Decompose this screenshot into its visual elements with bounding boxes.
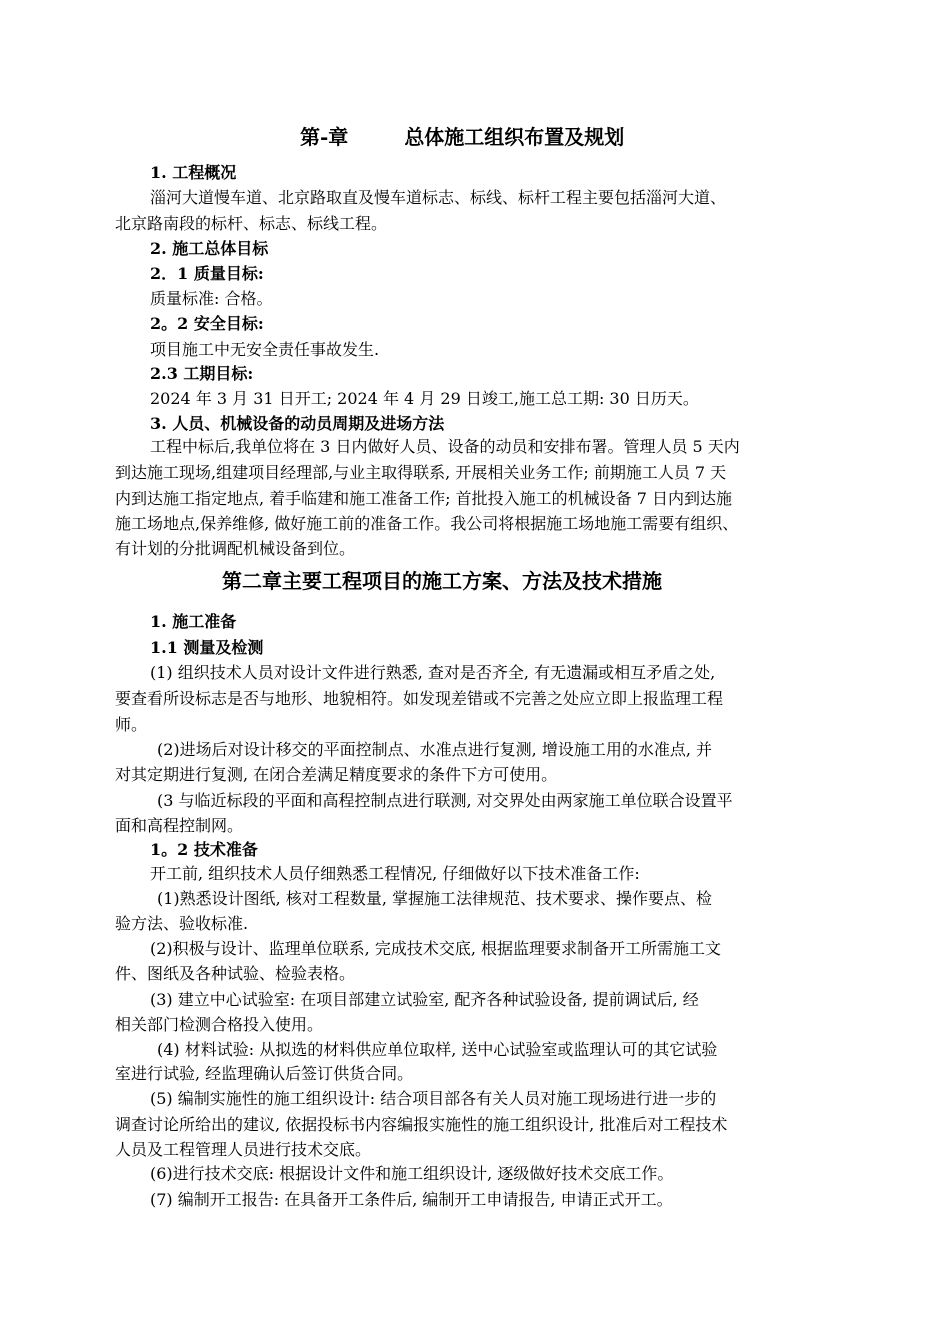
paragraph-line: 件、图纸及各种试验、检验表格。 xyxy=(115,964,356,983)
paragraph-line: (4) 材料试验: 从拟选的材料供应单位取样, 送中心试验室或监理认可的其它试验 xyxy=(157,1040,718,1059)
paragraph-line: (1) 组织技术人员对设计文件进行熟悉, 查对是否齐全, 有无遗漏或相互矛盾之处, xyxy=(150,663,716,682)
paragraph-line: 有计划的分批调配机械设备到位。 xyxy=(115,539,356,558)
paragraph-line: 工程中标后,我单位将在 3 日内做好人员、设备的动员和安排布署。管理人员 5 天内 xyxy=(150,437,740,456)
paragraph-line: 淄河大道慢车道、北京路取直及慢车道标志、标线、标杆工程主要包括淄河大道、 xyxy=(150,188,727,207)
paragraph-line: 北京路南段的标杆、标志、标线工程。 xyxy=(115,214,388,233)
paragraph-line: 相关部门检测合格投入使用。 xyxy=(115,1015,324,1034)
paragraph-line: 验方法、验收标准. xyxy=(115,914,249,933)
paragraph-line: 项目施工中无安全责任事故发生. xyxy=(150,340,380,359)
section-heading: 3. 人员、机械设备的动员周期及进场方法 xyxy=(150,414,445,433)
paragraph-line: 质量标准: 合格。 xyxy=(150,289,273,308)
chapter-1-number: 第-章 xyxy=(300,125,349,149)
paragraph-line: 施工场地点,保养维修, 做好施工前的准备工作。我公司将根据施工场地施工需要有组织、 xyxy=(115,514,739,533)
paragraph-line: 2024 年 3 月 31 日开工; 2024 年 4 月 29 日竣工,施工总工期: 30 日历天。 xyxy=(150,389,699,408)
chapter-1-title xyxy=(300,122,624,152)
paragraph-line: (1)熟悉设计图纸, 核对工程数量, 掌握施工法律规范、技术要求、操作要点、检 xyxy=(157,889,713,908)
paragraph-line: 开工前, 组织技术人员仔细熟悉工程情况, 仔细做好以下技术准备工作: xyxy=(150,864,640,883)
paragraph-line: 到达施工现场,组建项目经理部,与业主取得联系, 开展相关业务工作; 前期施工人员 7 天 xyxy=(115,463,727,482)
chapter-2-title: 第二章主要工程项目的施工方案、方法及技术措施 xyxy=(222,569,662,593)
section-heading: 2. 施工总体目标 xyxy=(150,239,269,258)
paragraph-line: (7) 编制开工报告: 在具备开工条件后, 编制开工申请报告, 申请正式开工。 xyxy=(150,1190,673,1209)
paragraph-line: 人员及工程管理人员进行技术交底。 xyxy=(115,1140,372,1159)
subsection-heading: 2.3 工期目标: xyxy=(150,364,254,383)
paragraph-line: 内到达施工指定地点, 着手临建和施工准备工作; 首批投入施工的机械设备 7 日内到达施 xyxy=(115,489,733,508)
paragraph-line: 师。 xyxy=(115,715,148,734)
paragraph-line: 要查看所设标志是否与地形、地貌相符。如发现差错或不完善之处应立即上报监理工程 xyxy=(115,689,724,708)
paragraph-line: (3) 建立中心试验室: 在项目部建立试验室, 配齐各种试验设备, 提前调试后, 经 xyxy=(150,990,699,1009)
paragraph-line: 面和高程控制网。 xyxy=(115,816,244,835)
paragraph-line: 对其定期进行复测, 在闭合差满足精度要求的条件下方可使用。 xyxy=(115,765,558,784)
subsection-heading: 2。2 安全目标: xyxy=(150,314,264,333)
subsection-heading: 1。2 技术准备 xyxy=(150,840,258,859)
paragraph-line: (3 与临近标段的平面和高程控制点进行联测, 对交界处由两家施工单位联合设置平 xyxy=(157,791,733,810)
chapter-1-name: 总体施工组织布置及规划 xyxy=(404,125,625,149)
section-heading: 1. 施工准备 xyxy=(150,612,237,631)
paragraph-line: 室进行试验, 经监理确认后签订供货合同。 xyxy=(115,1064,414,1083)
paragraph-line: (6)进行技术交底: 根据设计文件和施工组织设计, 逐级做好技术交底工作。 xyxy=(150,1164,674,1183)
subsection-heading: 2．1 质量目标: xyxy=(150,264,264,283)
paragraph-line: (2)积极与设计、监理单位联系, 完成技术交底, 根据监理要求制备开工所需施工文 xyxy=(150,939,722,958)
paragraph-line: (5) 编制实施性的施工组织设计: 结合项目部各有关人员对施工现场进行进一步的 xyxy=(150,1089,717,1108)
paragraph-line: 调查讨论所给出的建议, 依据投标书内容编报实施性的施工组织设计, 批准后对工程技术 xyxy=(115,1115,728,1134)
subsection-heading: 1.1 测量及检测 xyxy=(150,638,264,657)
paragraph-line: (2)进场后对设计移交的平面控制点、水准点进行复测, 增设施工用的水准点, 并 xyxy=(157,740,713,759)
section-heading: 1. 工程概况 xyxy=(150,163,237,182)
